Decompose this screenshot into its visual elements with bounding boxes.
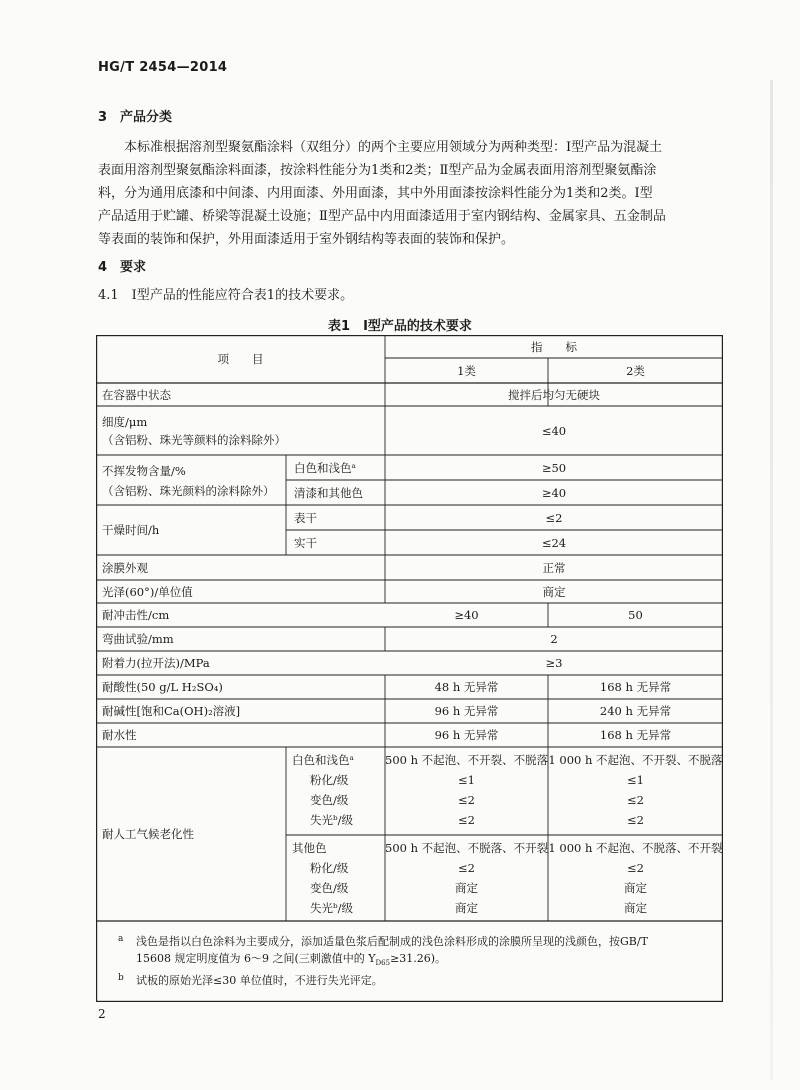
- sub-label: 表干: [294, 511, 317, 525]
- cell-value: ≤2: [545, 511, 563, 525]
- cell-value: 商定: [455, 881, 478, 895]
- standard-number: HG/T 2454—2014: [98, 60, 228, 75]
- cell-value: ≤2: [458, 813, 475, 827]
- para-line: 表面用溶剂型聚氨酯涂料面漆，按涂料性能分为1类和2类；Ⅱ型产品为金属表面用溶剂型聚氨酯涂: [98, 163, 657, 178]
- sub-label: 粉化/级: [310, 773, 349, 787]
- page-number: 2: [98, 1007, 106, 1021]
- para-line: 产品适用于贮罐、桥梁等混凝土设施；Ⅱ型产品中内用面漆适用于室内钢结构、金属家具、五金制品: [98, 209, 666, 224]
- cell-value: ≥3: [545, 656, 563, 670]
- cell-value: ≤2: [458, 861, 475, 875]
- cell-value: 96 h 无异常: [434, 728, 499, 742]
- cell-value: ≤1: [458, 773, 475, 787]
- cell-value: 正常: [542, 561, 566, 575]
- para-line: 本标准根据溶剂型聚氨酯涂料（双组分）的两个主要应用领域分为两种类型：Ⅰ型产品为混凝土: [124, 140, 663, 155]
- cell-value: 168 h 无异常: [599, 680, 672, 694]
- row-label: 干燥时间/h: [102, 523, 160, 537]
- sub-label: 失光ᵇ/级: [310, 813, 353, 827]
- cell-value: ≤2: [627, 861, 644, 875]
- footnote-a-mark: a: [118, 934, 124, 944]
- cell-value: 50: [628, 608, 643, 622]
- sub-label: 白色和浅色ᵃ: [292, 753, 354, 767]
- row-label: 涂膜外观: [102, 561, 148, 575]
- row-label: 在容器中状态: [102, 388, 171, 402]
- row-label: 耐碱性[饱和Ca(OH)₂溶液]: [102, 704, 241, 718]
- cell-value: 搅拌后均匀无硬块: [508, 388, 600, 402]
- cell-value: 168 h 无异常: [599, 728, 672, 742]
- clause-4-1: 4.1 Ⅰ型产品的性能应符合表1的技术要求。: [98, 288, 354, 303]
- cell-value: 商定: [455, 901, 478, 915]
- sub-label: 清漆和其他色: [294, 486, 363, 500]
- row-label: 不挥发物含量/%: [102, 464, 186, 478]
- cell-value: ≤2: [458, 793, 475, 807]
- section-3-body: [98, 136, 718, 251]
- section-3-title: 3 产品分类: [98, 110, 173, 125]
- header-index: 指 标: [531, 340, 577, 354]
- table-caption: 表1 Ⅰ型产品的技术要求: [328, 319, 472, 334]
- sub-label: 白色和浅色ᵃ: [294, 461, 356, 475]
- cell-value: ≥50: [541, 461, 567, 475]
- footnote-a-line-1: 浅色是指以白色涂料为主要成分，添加适量色浆后配制成的浅色涂料形成的涂膜所呈现的浅颜色，按GB/T: [136, 935, 648, 948]
- row-label: 细度/μm: [102, 415, 148, 429]
- cell-value: 2: [550, 632, 558, 646]
- cell-value: 1 000 h 不起泡、不脱落、不开裂: [548, 841, 723, 855]
- row-label-note: （含铝粉、珠光颜料的涂料除外）: [102, 484, 275, 498]
- sub-label: 实干: [294, 536, 317, 550]
- cell-value: 商定: [542, 585, 566, 599]
- header-class-2: 2类: [626, 364, 645, 378]
- header-item: 项 目: [217, 352, 264, 366]
- cell-value: 48 h 无异常: [434, 680, 499, 694]
- sub-label: 失光ᵇ/级: [310, 901, 353, 915]
- cell-value: ≤40: [541, 424, 567, 438]
- section-4-title: 4 要求: [98, 260, 147, 275]
- cell-value: ≤1: [627, 773, 644, 787]
- sub-label: 粉化/级: [310, 861, 349, 875]
- cell-value: 500 h 不起泡、不脱落、不开裂: [385, 841, 549, 855]
- cell-value: 1 000 h 不起泡、不开裂、不脱落: [548, 753, 723, 767]
- cell-value: 96 h 无异常: [434, 704, 499, 718]
- row-label-note: （含铝粉、珠光等颜料的涂料除外）: [102, 433, 286, 447]
- header-class-1: 1类: [457, 364, 476, 378]
- cell-value: 500 h 不起泡、不开裂、不脱落: [385, 753, 549, 767]
- row-label: 耐人工气候老化性: [102, 827, 194, 841]
- requirements-table: [96, 335, 723, 1002]
- sub-label: 变色/级: [310, 793, 349, 807]
- cell-value: 商定: [624, 901, 647, 915]
- scan-edge-shadow: [770, 80, 773, 1080]
- sub-label: 其他色: [292, 841, 327, 855]
- footnote-a-text: 15608 规定明度值为 6～9 之间(三刺激值中的 Y: [136, 952, 376, 965]
- row-label: 附着力(拉开法)/MPa: [102, 656, 210, 670]
- cell-value: ≤2: [627, 813, 644, 827]
- footnote-b-mark: b: [118, 973, 124, 983]
- row-label: 弯曲试验/mm: [102, 632, 174, 646]
- footnote-b-line: 试板的原始光泽≤30 单位值时，不进行失光评定。: [136, 974, 383, 987]
- cell-value: ≥40: [541, 486, 567, 500]
- sub-label: 变色/级: [310, 881, 349, 895]
- para-line: 等表面的装饰和保护，外用面漆适用于室外钢结构等表面的装饰和保护。: [98, 232, 515, 247]
- row-label: 耐水性: [102, 728, 137, 742]
- footnote-a-subscript: D65: [375, 959, 391, 968]
- footnote-a-line-2: [136, 950, 446, 972]
- footnote-a-text-end: ≥31.26)。: [390, 952, 447, 965]
- para-line: 料，分为通用底漆和中间漆、内用面漆、外用面漆，其中外用面漆按涂料性能分为1类和2类。Ⅰ型: [98, 186, 653, 201]
- row-label: 耐酸性(50 g/L H₂SO₄): [102, 680, 223, 694]
- cell-value: 240 h 无异常: [599, 704, 672, 718]
- row-label: 耐冲击性/cm: [102, 608, 170, 622]
- row-label: 光泽(60°)/单位值: [102, 585, 193, 599]
- cell-value: ≥40: [454, 608, 479, 622]
- cell-value: ≤24: [541, 536, 567, 550]
- cell-value: 商定: [624, 881, 647, 895]
- cell-value: ≤2: [627, 793, 644, 807]
